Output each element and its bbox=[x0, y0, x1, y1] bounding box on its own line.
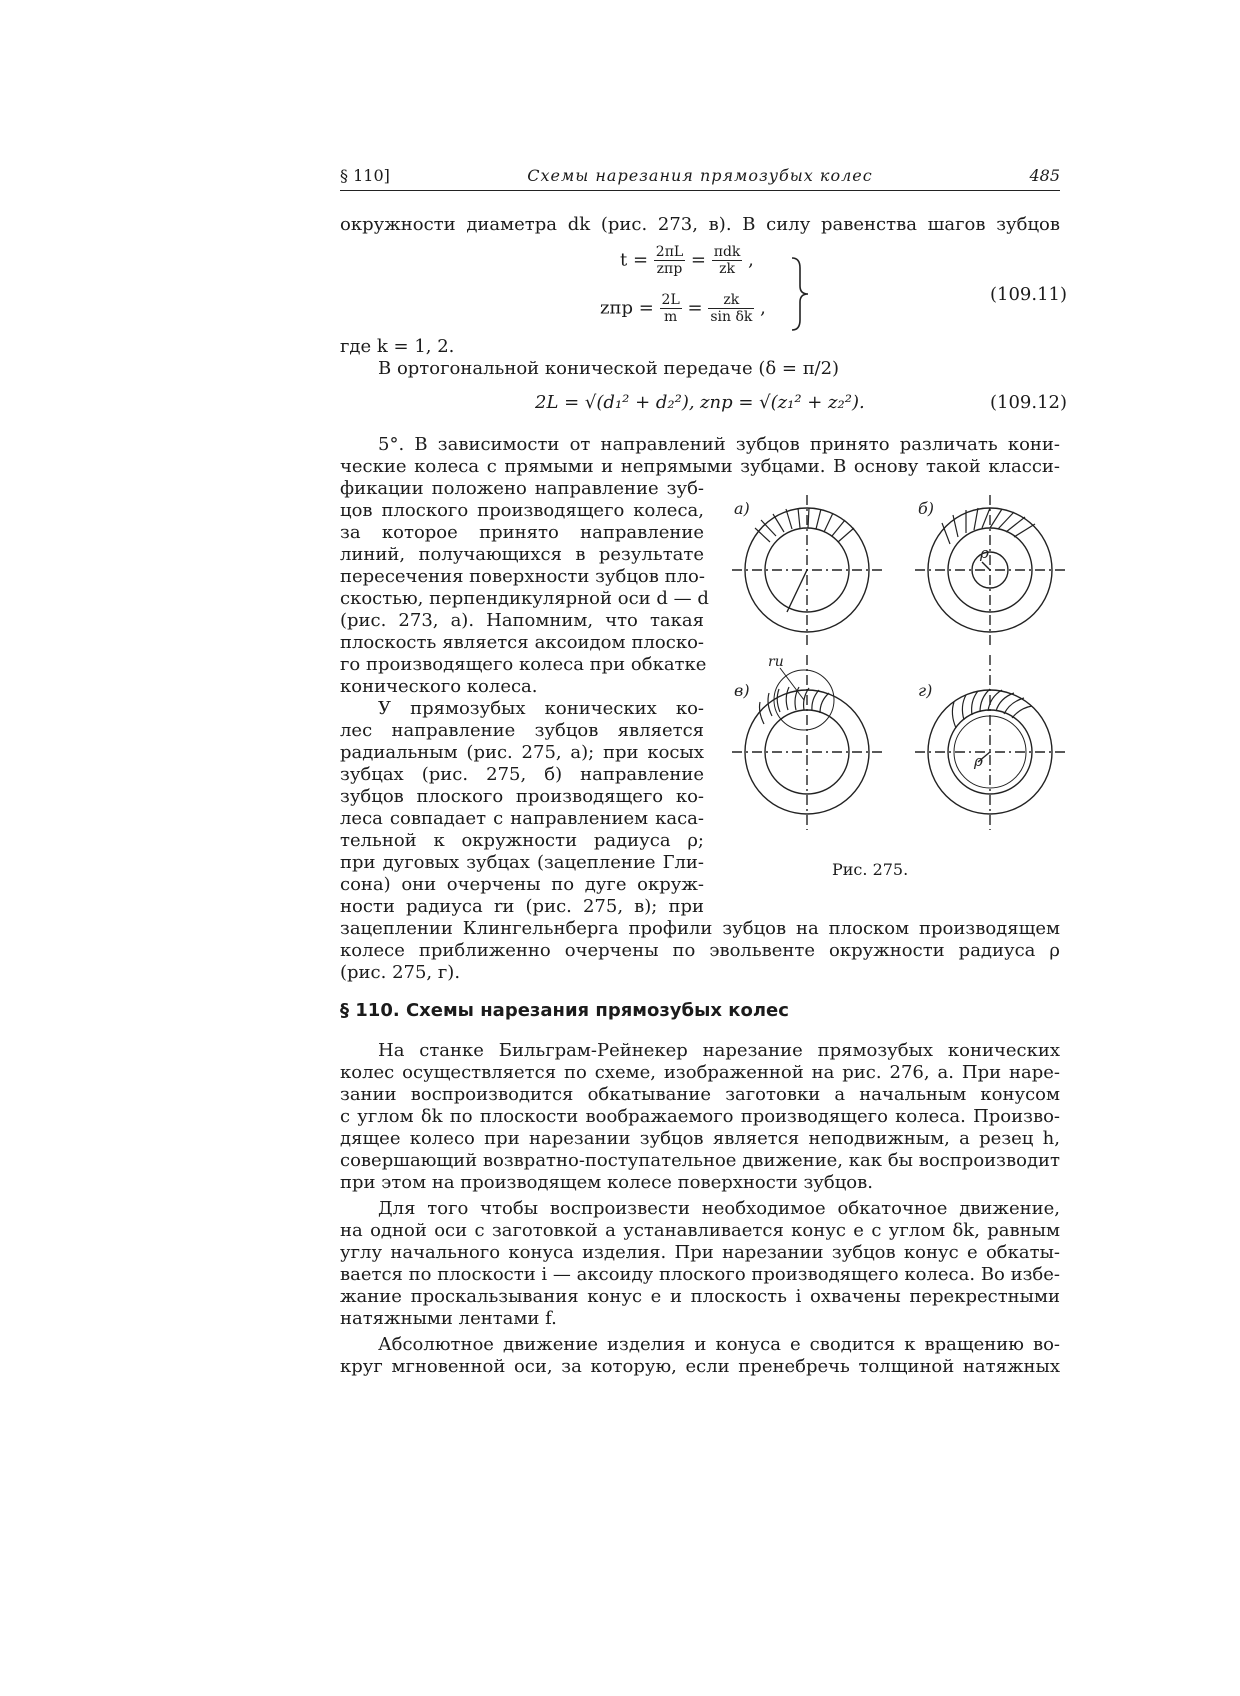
denominator: m bbox=[664, 309, 678, 325]
text-line: с углом δk по плоскости воображаемого производящего колеса. Произво- bbox=[340, 1106, 1060, 1127]
text-line: На станке Бильграм-Рейнекер нарезание прямозубых конических bbox=[378, 1040, 1060, 1061]
rho-label-g: ρ bbox=[974, 752, 983, 770]
label-v: в) bbox=[734, 681, 750, 700]
text-line: зубцах (рис. 275, б) направление bbox=[340, 764, 704, 785]
numerator: πdk bbox=[713, 244, 741, 260]
numerator: zk bbox=[708, 292, 754, 309]
text-line: У прямозубых конических ко- bbox=[378, 698, 704, 719]
text-line: колесе приближенно очерчены по эвольвенте окружности радиуса ρ bbox=[340, 940, 1060, 961]
header-title: Схемы нарезания прямозубых колес bbox=[527, 166, 873, 185]
right-brace-icon bbox=[790, 256, 812, 332]
text-line: Абсолютное движение изделия и конуса е сводится к вращению во- bbox=[378, 1334, 1060, 1355]
rho-label-b: ρ bbox=[980, 544, 989, 562]
formula-109-12-right: zпр = √(z₁² + z₂²). bbox=[700, 392, 865, 413]
text-line: совершающий возвратно-поступательное движение, как бы воспроизводит bbox=[340, 1150, 1060, 1171]
text-line: зацеплении Клингельнберга профили зубцов на плоском производящем bbox=[340, 918, 1060, 939]
text-line: дящее колесо при нарезании зубцов является неподвижным, а резец h, bbox=[340, 1128, 1060, 1149]
formula-109-11-line2: zпр = $\frac{2L}{m}$ = $\frac{zk}{\text{sin δk}}$ , bbox=[600, 292, 766, 325]
text-line: фикации положено направление зуб- bbox=[340, 478, 704, 499]
where-line: где k = 1, 2. bbox=[340, 336, 455, 357]
figure-275 bbox=[712, 490, 1082, 850]
text-line: Для того чтобы воспроизвести необходимое обкаточное движение, bbox=[378, 1198, 1060, 1219]
text-line: ческие колеса с прямыми и непрямыми зубцами. В основу такой класси- bbox=[340, 456, 1060, 477]
fraction bbox=[712, 244, 743, 277]
text-line: круг мгновенной оси, за которую, если пренебречь толщиной натяжных bbox=[340, 1356, 1060, 1377]
text-line: натяжными лентами f. bbox=[340, 1308, 557, 1329]
text-line: 5°. В зависимости от направлений зубцов принято различать кони- bbox=[378, 434, 1060, 455]
ortho-line: В ортогональной конической передаче (δ = π/2) bbox=[378, 358, 840, 379]
denominator: zпр bbox=[656, 261, 683, 277]
numerator: 2L bbox=[661, 292, 680, 308]
text-line: на одной оси с заготовкой а устанавливается конус е с углом δk, равным bbox=[340, 1220, 1060, 1241]
text-line: зубцов плоского производящего ко- bbox=[340, 786, 704, 807]
text-line: радиальным (рис. 275, а); при косых bbox=[340, 742, 704, 763]
fraction bbox=[654, 244, 685, 277]
text-line: за которое принято направление bbox=[340, 522, 704, 543]
text-line: скостью, перпендикулярной оси d — d bbox=[340, 588, 709, 609]
text-line: жание проскальзывания конус е и плоскость i охвачены перекрестными bbox=[340, 1286, 1060, 1307]
text-line: сона) они очерчены по дуге окруж- bbox=[340, 874, 704, 895]
running-header bbox=[340, 166, 1060, 191]
text-line: зании воспроизводится обкатывание заготовки а начальным конусом bbox=[340, 1084, 1060, 1105]
text-line: пересечения поверхности зубцов пло- bbox=[340, 566, 705, 587]
fraction bbox=[708, 292, 754, 325]
equation-number: (109.12) bbox=[990, 392, 1068, 413]
page-number: 485 bbox=[1029, 166, 1060, 185]
figure-caption: Рис. 275. bbox=[832, 860, 909, 879]
text-line: леса совпадает с направлением каса- bbox=[340, 808, 704, 829]
label-a: а) bbox=[734, 499, 750, 518]
text-line: го производящего колеса при обкатке bbox=[340, 654, 707, 675]
fraction bbox=[660, 292, 682, 325]
formula-109-12-left: 2L = √(d₁² + d₂²), bbox=[535, 392, 695, 413]
text-line: (рис. 275, г). bbox=[340, 962, 461, 983]
text-line: при дуговых зубцах (зацепление Гли- bbox=[340, 852, 704, 873]
label-b: б) bbox=[918, 499, 935, 518]
text-line: лес направление зубцов является bbox=[340, 720, 704, 741]
text-line: углу начального конуса изделия. При нарезании зубцов конус е обкаты- bbox=[340, 1242, 1060, 1263]
text-line: окружности диаметра dk (рис. 273, в). В силу равенства шагов зубцов bbox=[340, 214, 1060, 235]
equation-number: (109.11) bbox=[990, 284, 1068, 305]
denominator: zk bbox=[719, 261, 735, 277]
section-title: § 110. Схемы нарезания прямозубых колес bbox=[340, 1000, 789, 1021]
numerator: 2πL bbox=[655, 244, 684, 260]
rn-label: rи bbox=[768, 654, 784, 670]
text-line: ности радиуса rи (рис. 275, в); при bbox=[340, 896, 704, 917]
text-line: вается по плоскости i — аксоиду плоского производящего колеса. Во избе- bbox=[340, 1264, 1060, 1285]
label-g: г) bbox=[918, 681, 933, 700]
formula-term: t = bbox=[620, 249, 649, 271]
denominator: sin δk bbox=[710, 309, 753, 325]
equals-sign: = bbox=[687, 297, 703, 319]
text-line: цов плоского производящего колеса, bbox=[340, 500, 704, 521]
text-line: при этом на производящем колесе поверхности зубцов. bbox=[340, 1172, 874, 1193]
text-line: колес осуществляется по схеме, изображенной на рис. 276, а. При наре- bbox=[340, 1062, 1060, 1083]
header-section: § 110] bbox=[340, 166, 390, 185]
text-line: плоскость является аксоидом плоско- bbox=[340, 632, 704, 653]
formula-term: zпр = bbox=[600, 297, 654, 319]
text-line: (рис. 273, а). Напомним, что такая bbox=[340, 610, 704, 631]
text-line: линий, получающихся в результате bbox=[340, 544, 704, 565]
text-line: конического колеса. bbox=[340, 676, 538, 697]
formula-109-11-line1: t = $\frac{2\pi L}{\text{zпр}}$ = $\frac{\text{πdk}}{zk}$ , bbox=[620, 244, 754, 277]
equals-sign: = bbox=[690, 249, 707, 271]
text-line: тельной к окружности радиуса ρ; bbox=[340, 830, 704, 851]
